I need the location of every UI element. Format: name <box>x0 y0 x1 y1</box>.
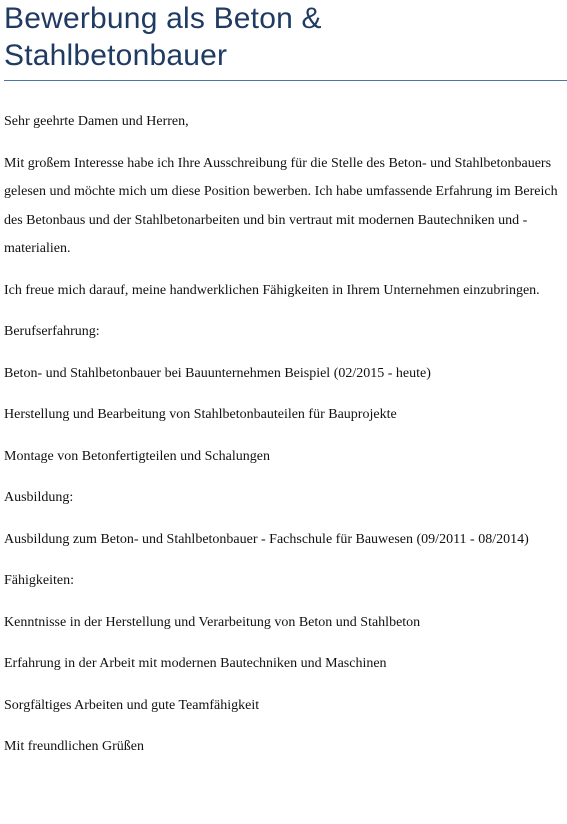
title-divider <box>4 80 567 81</box>
motivation-paragraph: Ich freue mich darauf, meine handwerklichen Fähigkeiten in Ihrem Unternehmen einzubringen. <box>4 282 540 298</box>
closing: Mit freundlichen Grüßen <box>4 739 144 754</box>
education-item: Ausbildung zum Beton- und Stahlbetonbauer - Fachschule für Bauwesen (09/2011 - 08/2014) <box>4 531 529 547</box>
title-line-1: Bewerbung als Beton & <box>4 2 322 35</box>
document-title <box>4 0 567 74</box>
skill-item: Erfahrung in der Arbeit mit modernen Bautechniken und Maschinen <box>4 656 387 671</box>
section-heading-skills: Fähigkeiten: <box>4 573 74 588</box>
skill-item: Sorgfältiges Arbeiten und gute Teamfähigkeit <box>4 697 260 713</box>
experience-item: Beton- und Stahlbetonbauer bei Bauunternehmen Beispiel (02/2015 - heute) <box>4 365 431 381</box>
skill-item: Kenntnisse in der Herstellung und Verarbeitung von Beton und Stahlbeton <box>4 614 421 630</box>
section-heading-experience: Berufserfahrung: <box>4 324 100 339</box>
salutation: Sehr geehrte Damen und Herren, <box>4 114 189 129</box>
document-body <box>4 108 564 775</box>
section-heading-education: Ausbildung: <box>4 490 74 505</box>
experience-item: Montage von Betonfertigteilen und Schalungen <box>4 448 270 464</box>
experience-item: Herstellung und Bearbeitung von Stahlbetonbauteilen für Bauprojekte <box>4 407 397 422</box>
title-line-2: Stahlbetonbauer <box>4 39 228 72</box>
intro-paragraph: Mit großem Interesse habe ich Ihre Ausschreibung für die Stelle des Beton- und Stahlbetonbauers gelesen und möchte mich um diese Position bewerben. Ich habe umfassende Erfahrung im Bereich des Betonbaus und der Stahlbetonarbeiten und bin vertraut mit modernen Bautechniken und -materialien. <box>4 155 558 256</box>
